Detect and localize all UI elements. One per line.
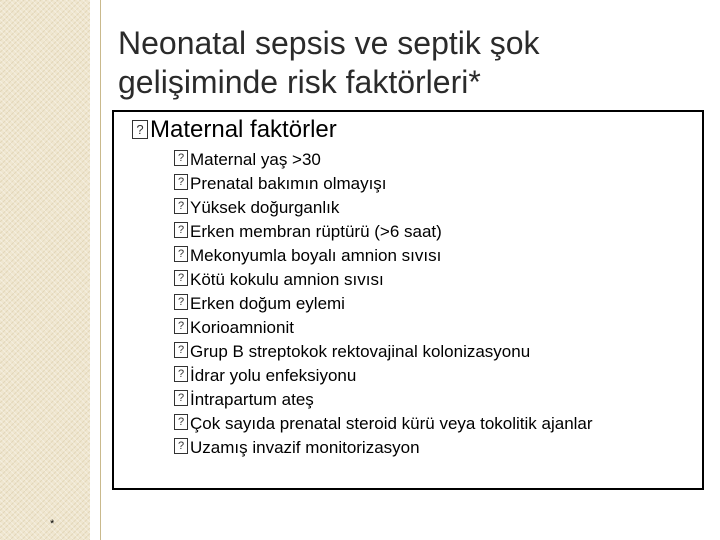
missing-glyph-box-icon [174, 150, 188, 166]
missing-glyph-box-icon [174, 414, 188, 430]
slide-title [118, 24, 708, 102]
missing-glyph-box-icon [174, 342, 188, 358]
list-item: ?İdrar yolu enfeksiyonu [174, 364, 593, 388]
missing-glyph-box-icon [174, 438, 188, 454]
risk-factor-list [174, 148, 593, 460]
missing-glyph-box-icon [174, 294, 188, 310]
list-item: ?Mekonyumla boyalı amnion sıvısı [174, 244, 593, 268]
list-item: ?Erken doğum eylemi [174, 292, 593, 316]
missing-glyph-box-icon [174, 246, 188, 262]
list-item: ?Maternal yaş >30 [174, 148, 593, 172]
list-item: ?Yüksek doğurganlık [174, 196, 593, 220]
section-heading-text: Maternal faktörler [150, 116, 337, 143]
decorative-side-line [100, 0, 101, 540]
missing-glyph-box-icon [174, 198, 188, 214]
missing-glyph-box-icon [174, 390, 188, 406]
list-item: ?İntrapartum ateş [174, 388, 593, 412]
list-item: ?Korioamnionit [174, 316, 593, 340]
decorative-side-strip [0, 0, 90, 540]
slide-title-line-2: gelişiminde risk faktörleri* [118, 64, 481, 100]
missing-glyph-box-icon [174, 222, 188, 238]
list-item: ?Prenatal bakımın olmayışı [174, 172, 593, 196]
slide-title-line-1: Neonatal sepsis ve septik şok [118, 25, 540, 61]
missing-glyph-box-icon [174, 270, 188, 286]
list-item: ?Grup B streptokok rektovajinal kolonizasyonu [174, 340, 593, 364]
list-item: ?Kötü kokulu amnion sıvısı [174, 268, 593, 292]
list-item: ?Çok sayıda prenatal steroid kürü veya tokolitik ajanlar [174, 412, 593, 436]
list-item: ?Uzamış invazif monitorizasyon [174, 436, 593, 460]
content-box [112, 110, 704, 490]
missing-glyph-box-icon [174, 174, 188, 190]
list-item: ?Erken membran rüptürü (>6 saat) [174, 220, 593, 244]
page-number: * [50, 518, 55, 530]
missing-glyph-box-icon [174, 366, 188, 382]
missing-glyph-box-icon [132, 120, 148, 139]
section-heading [132, 116, 337, 144]
missing-glyph-box-icon [174, 318, 188, 334]
